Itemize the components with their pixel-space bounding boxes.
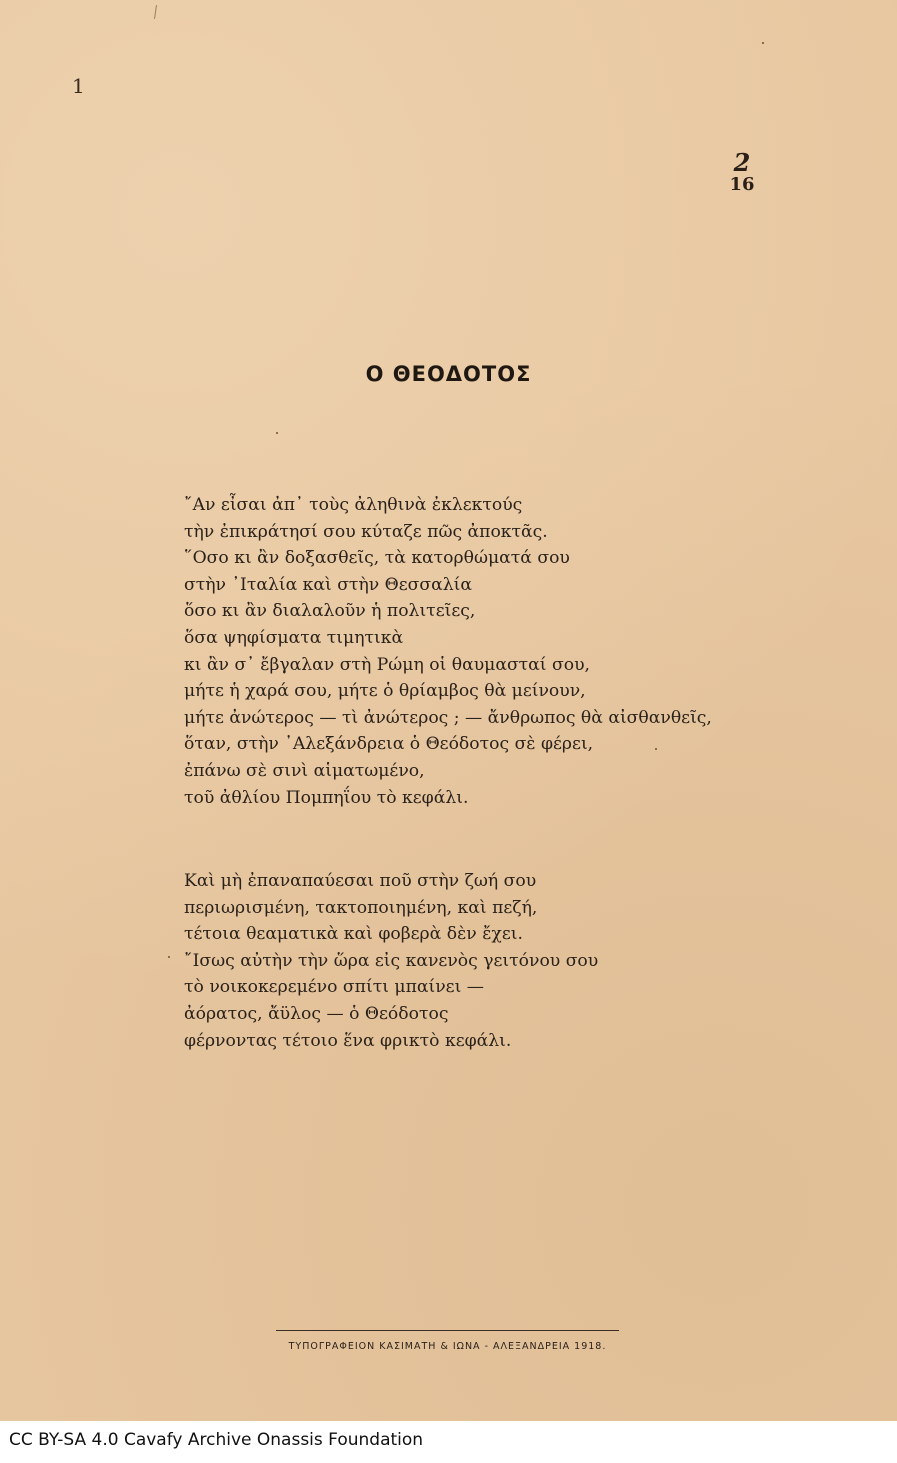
- paper-speck: [168, 956, 170, 958]
- license-credit: CC BY-SA 4.0 Cavafy Archive Onassis Foundation: [9, 1430, 424, 1450]
- poem-line: τὴν ἐπικράτησί σου κύταζε πῶς ἀποκτᾶς.: [184, 521, 548, 542]
- footer-rule: [276, 1330, 619, 1331]
- poem-line: στὴν ᾽Ιταλία καὶ στὴν Θεσσαλία: [184, 574, 472, 595]
- poem-line: τὸ νοικοκερεμένο σπίτι μπαίνει —: [184, 977, 484, 998]
- poem-line: ῞Οσο κι ἂν δοξασθεῖς, τὰ κατορθώματά σου: [184, 548, 570, 569]
- paper-speck: [276, 432, 278, 434]
- poem-line: φέρνοντας τέτοιο ἕνα φρικτὸ κεφάλι.: [184, 1030, 512, 1051]
- page-number-top: 2: [733, 148, 751, 177]
- poem-line: μήτε ἡ χαρά σου, μήτε ὁ θρίαμβος θὰ μείνουν,: [184, 681, 586, 702]
- stanza-2: [184, 868, 598, 1054]
- pencil-tick: [154, 5, 157, 19]
- poem-line: τοῦ ἀθλίου Πομπηΐου τὸ κεφάλι.: [184, 787, 469, 808]
- poem-line: ἐπάνω σὲ σινὶ αἱματωμένο,: [184, 760, 425, 781]
- printer-imprint: ΤΥΠΟΓΡΑΦΕΙΟΝ ΚΑΣΙΜΑΤΗ & ΙΩΝΑ - ΑΛΕΞΑΝΔΡΕΙΑ 1918.: [288, 1341, 607, 1352]
- poem-line: κι ἂν σ᾽ ἔβγαλαν στὴ Ρώμη οἱ θαυμασταί σου,: [184, 654, 590, 675]
- poem-line: μήτε ἀνώτερος — τὶ ἀνώτερος ; — ἄνθρωπος θὰ αἰσθανθεῖς,: [184, 707, 712, 728]
- paper-speck: [655, 748, 657, 750]
- poem-line: Καὶ μὴ ἐπαναπαύεσαι ποῦ στὴν ζωή σου: [184, 871, 537, 891]
- handwritten-page-number: [722, 148, 762, 196]
- stanza-1: [184, 492, 712, 811]
- poem-line: ἀόρατος, ἄϋλος — ὁ Θεόδοτος: [184, 1003, 449, 1024]
- poem-line: περιωρισμένη, τακτοποιημένη, καὶ πεζή,: [184, 897, 538, 918]
- poem-line: ῎Αν εἶσαι ἀπ᾽ τοὺς ἀληθινὰ ἐκλεκτούς: [184, 495, 523, 515]
- paper-speck: [762, 42, 764, 44]
- corner-mark: 1: [72, 74, 85, 98]
- poem-line: τέτοια θεαματικὰ καὶ φοβερὰ δὲν ἔχει.: [184, 924, 523, 945]
- poem-line: ῎Ισως αὐτὴν τὴν ὥρα εἰς κανενὸς γειτόνου σου: [184, 950, 599, 971]
- poem-line: ὅταν, στὴν ᾽Αλεξάνδρεια ὁ Θεόδοτος σὲ φέρει,: [184, 734, 594, 755]
- poem-line: ὅσα ψηφίσματα τιμητικὰ: [184, 627, 404, 648]
- poem-title: Ο ΘΕΟΔΟΤΟΣ: [365, 362, 532, 386]
- page-number-bottom: 16: [729, 174, 755, 195]
- poem-line: ὅσο κι ἂν διαλαλοῦν ἡ πολιτεῖες,: [184, 601, 476, 622]
